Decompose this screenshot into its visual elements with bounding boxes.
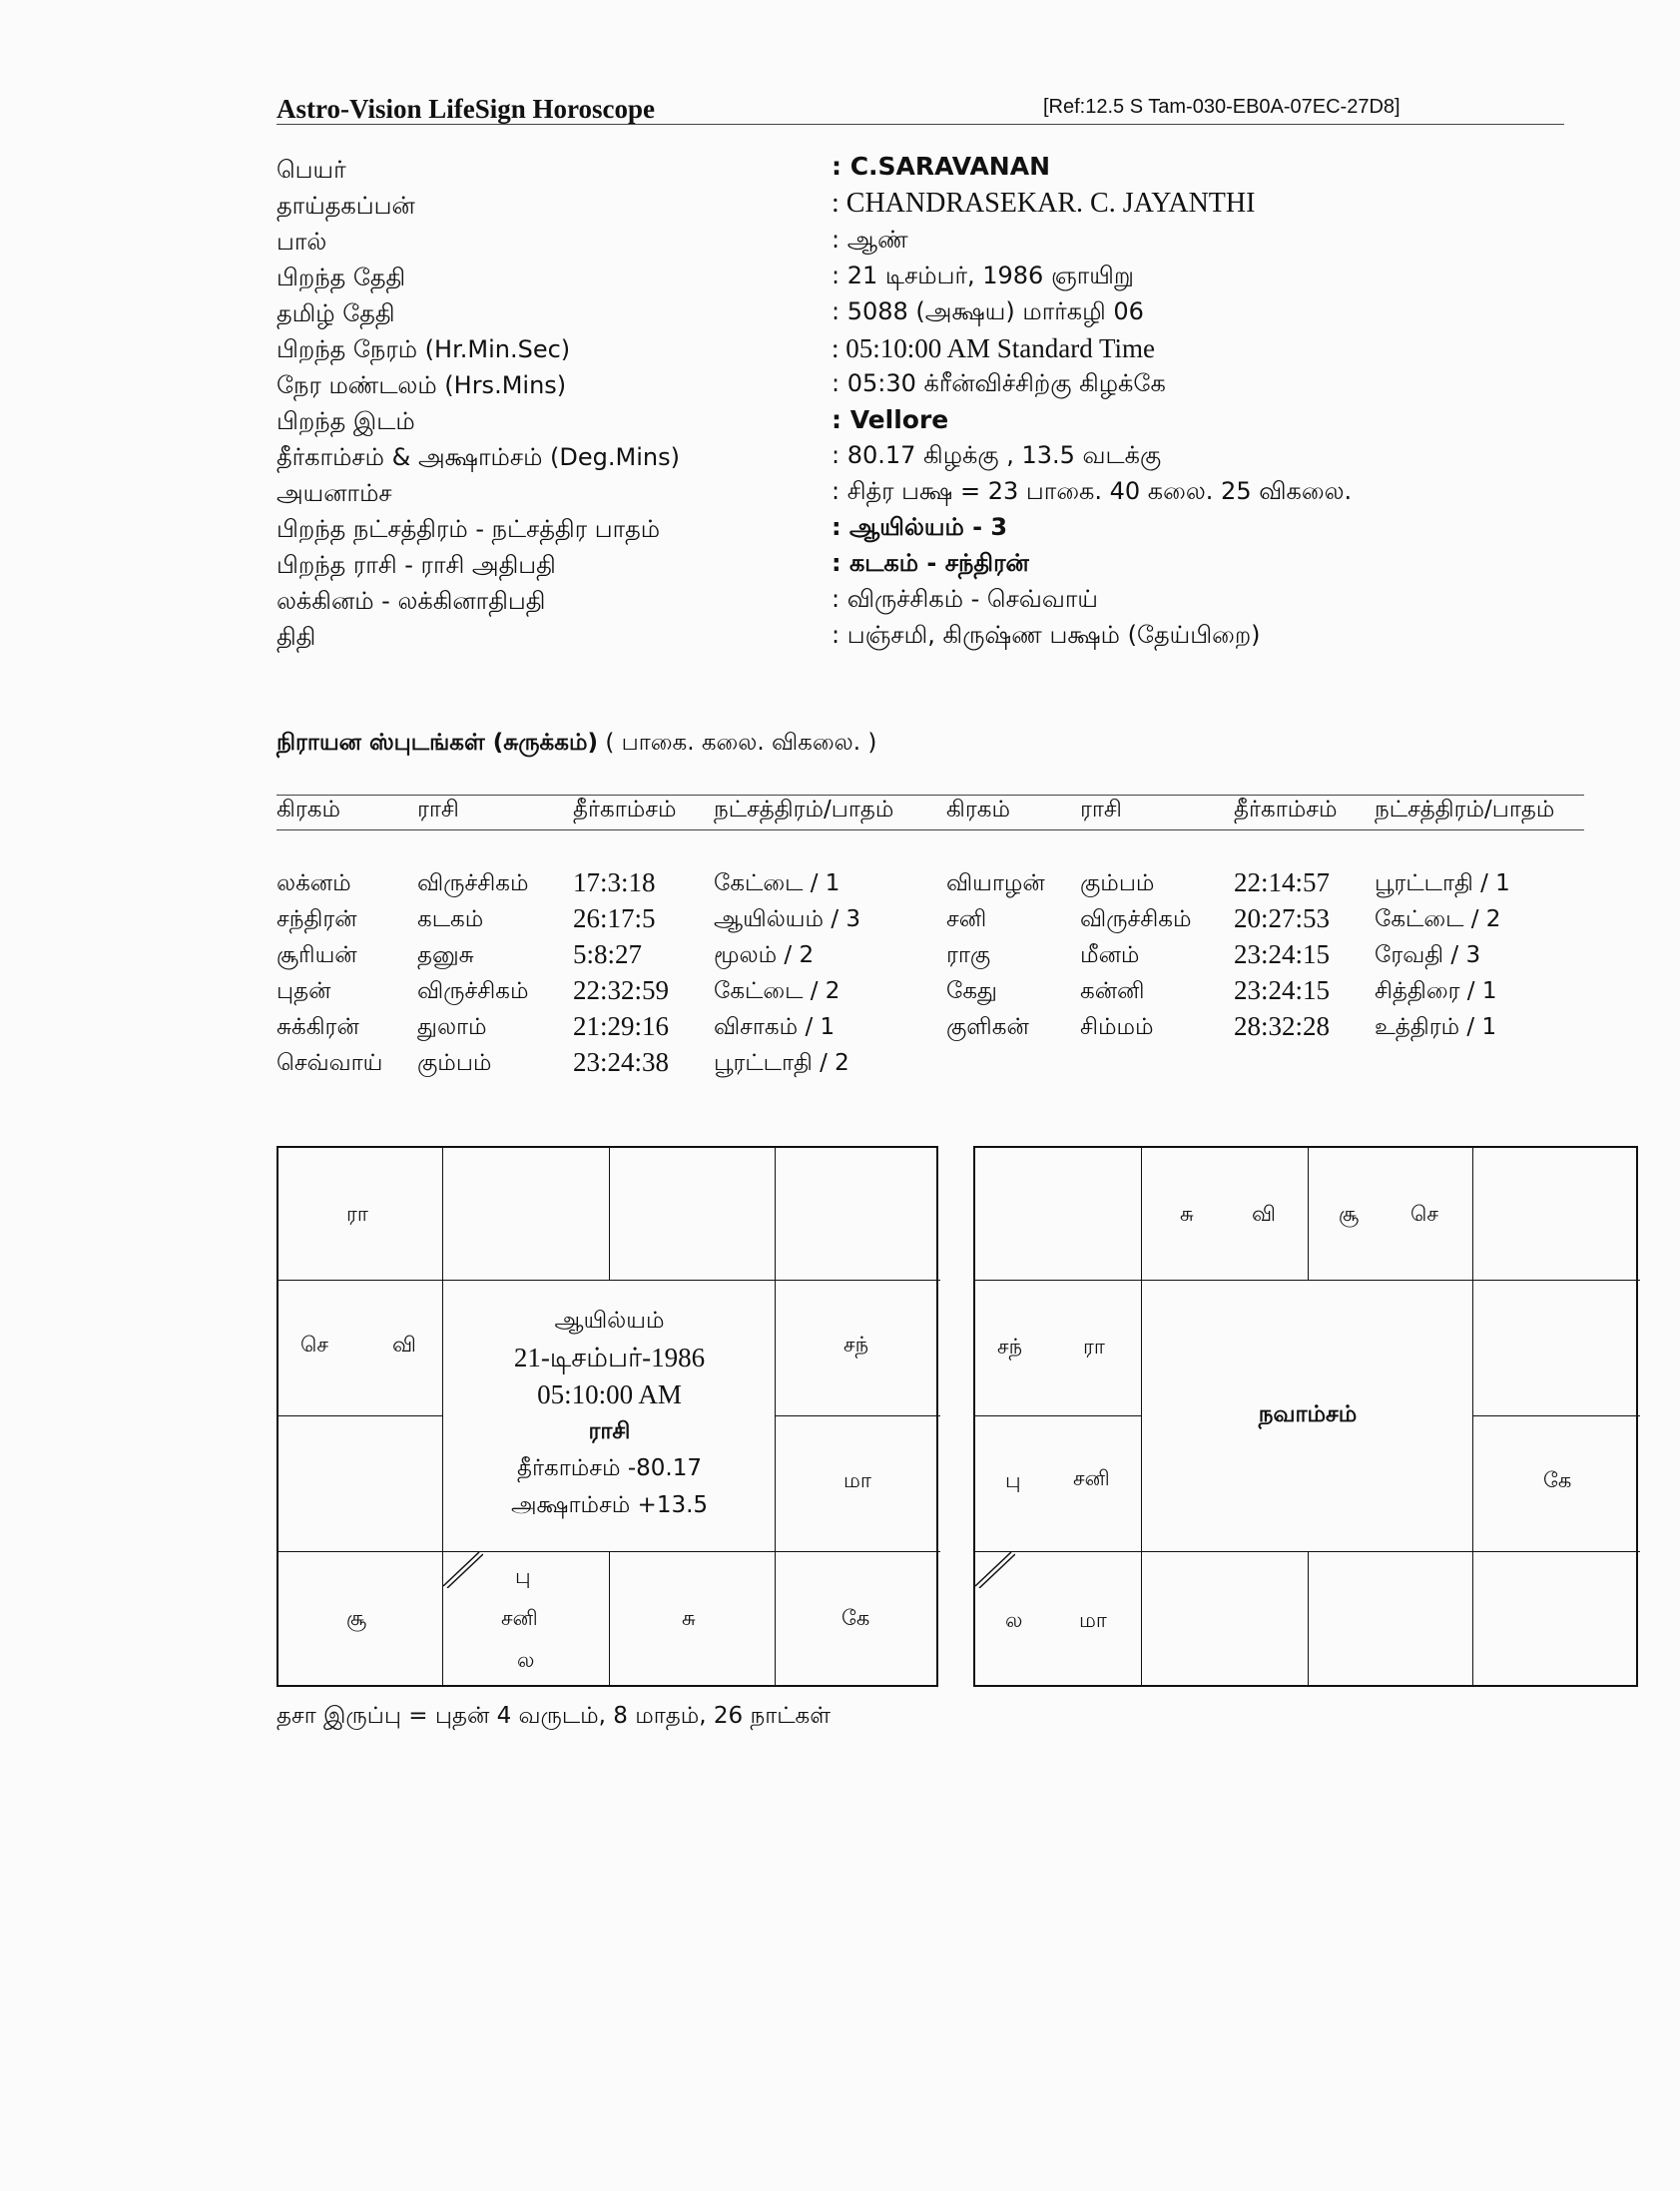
- planet-name: கேது: [946, 978, 997, 1004]
- rasi-house-sagittarius: [279, 1552, 443, 1685]
- rasi-house-aries: [443, 1148, 610, 1281]
- house-planet: ரா: [1083, 1335, 1105, 1359]
- document-title: Astro-Vision LifeSign Horoscope: [277, 94, 656, 124]
- detail-label-gender: பால்: [277, 228, 327, 256]
- planet-longitude: 21:29:16: [573, 1011, 670, 1041]
- detail-value-birth-time: : 05:10:00 AM Standard Time: [832, 333, 1156, 363]
- planet-rasi: கும்பம்: [417, 1050, 492, 1076]
- house-planet: சனி: [1073, 1466, 1110, 1490]
- col-header: நட்சத்திரம்/பாதம்: [714, 797, 894, 822]
- detail-label-ayanamsa: அயனாம்ச: [277, 479, 392, 507]
- center-latitude: அக்ஷாம்சம் +13.5: [510, 1492, 709, 1518]
- house-planet: ல: [1005, 1608, 1023, 1632]
- planet-name: சனி: [946, 906, 987, 932]
- planet-rasi: மீனம்: [1080, 942, 1140, 968]
- house-planet: கே: [1543, 1468, 1572, 1492]
- house-planet: சந்: [997, 1335, 1023, 1359]
- col-header: தீர்காம்சம்: [573, 797, 677, 822]
- detail-label-lagna: லக்கினம் - லக்கினாதிபதி: [277, 587, 546, 615]
- rasi-house-virgo: [776, 1552, 940, 1685]
- detail-value-tamil-date: : 5088 (அக்ஷய) மார்கழி 06: [832, 297, 1144, 325]
- detail-label-tamil-date: தமிழ் தேதி: [277, 299, 395, 327]
- lagna-marker-icon: [443, 1552, 483, 1588]
- rasi-house-scorpio: [443, 1552, 610, 1685]
- detail-value-lagna: : விருச்சிகம் - செவ்வாய்: [832, 585, 1098, 613]
- planet-nakshatra: உத்திரம் / 1: [1375, 1014, 1497, 1040]
- detail-label-birth-time: பிறந்த நேரம் (Hr.Min.Sec): [277, 335, 571, 363]
- planet-nakshatra: சித்திரை / 1: [1375, 978, 1497, 1004]
- navamsa-house-cancer: [1473, 1281, 1640, 1416]
- navamsa-house-scorpio: [1142, 1552, 1309, 1685]
- planet-name: சுக்கிரன்: [277, 1014, 359, 1040]
- rasi-center-info: [443, 1303, 776, 1524]
- planet-name: சந்திரன்: [277, 906, 357, 932]
- house-planet: பு: [1005, 1468, 1021, 1492]
- navamsa-house-aquarius: [975, 1281, 1142, 1416]
- detail-label-time-zone: நேர மண்டலம் (Hrs.Mins): [277, 371, 567, 399]
- planet-nakshatra: கேட்டை / 2: [1375, 906, 1501, 932]
- rasi-house-taurus: [610, 1148, 776, 1281]
- planet-longitude: 28:32:28: [1234, 1011, 1331, 1041]
- rasi-house-pisces: [279, 1148, 443, 1281]
- planet-rasi: தனுசு: [417, 942, 474, 968]
- col-header: ராசி: [417, 797, 459, 822]
- rasi-chart: [277, 1146, 938, 1687]
- col-header: கிரகம்: [946, 797, 1010, 822]
- planet-name: ராகு: [946, 942, 991, 968]
- planet-longitude: 23:24:15: [1234, 975, 1331, 1005]
- sphuta-heading-bold: நிராயன ஸ்புடங்கள் (சுருக்கம்): [277, 730, 598, 756]
- dasa-balance: [277, 1703, 831, 1732]
- house-planet: வி: [1252, 1202, 1276, 1226]
- detail-value-ayanamsa: : சித்ர பக்ஷ = 23 பாகை. 40 கலை. 25 விகலை.: [832, 477, 1353, 505]
- planet-longitude: 17:3:18: [573, 867, 656, 897]
- planet-longitude: 23:24:15: [1234, 939, 1331, 969]
- detail-value-tithi: : பஞ்சமி, கிருஷ்ண பக்ஷம் (தேய்பிறை): [832, 621, 1261, 649]
- planet-rasi: கடகம்: [417, 906, 484, 932]
- detail-label-birth-date: பிறந்த தேதி: [277, 264, 406, 291]
- navamsa-house-sagittarius: [975, 1552, 1142, 1685]
- house-planet: சூ: [1339, 1202, 1360, 1226]
- planet-nakshatra: மூலம் / 2: [714, 942, 815, 968]
- sphuta-heading-units: ( பாகை. கலை. விகலை. ): [605, 730, 877, 756]
- planet-nakshatra: விசாகம் / 1: [714, 1014, 836, 1040]
- detail-value-time-zone: : 05:30 க்ரீன்விச்சிற்கு கிழக்கே: [832, 369, 1166, 397]
- center-time: 05:10:00 AM: [537, 1379, 682, 1409]
- table-top-rule: [277, 795, 1584, 796]
- planet-rasi: கன்னி: [1080, 978, 1145, 1004]
- detail-value-birth-date: : 21 டிசம்பர், 1986 ஞாயிறு: [832, 262, 1134, 289]
- house-planet: மா: [1079, 1608, 1107, 1632]
- detail-label-parents: தாய்தகப்பன்: [277, 192, 415, 220]
- center-date: 21-டிசம்பர்-1986: [513, 1343, 706, 1372]
- house-planet: செ: [1410, 1202, 1438, 1226]
- rasi-house-libra: [610, 1552, 776, 1685]
- center-nakshatra: ஆயில்யம்: [554, 1308, 665, 1334]
- navamsa-house-gemini: [1473, 1148, 1640, 1281]
- header-rule: [277, 124, 1564, 125]
- planet-rasi: சிம்மம்: [1080, 1014, 1154, 1040]
- navamsa-house-leo: [1473, 1416, 1640, 1552]
- planet-nakshatra: கேட்டை / 1: [714, 870, 840, 896]
- detail-label-nakshatra: பிறந்த நட்சத்திரம் - நட்சத்திர பாதம்: [277, 515, 661, 543]
- house-planet: ல: [517, 1648, 535, 1672]
- planet-rasi: கும்பம்: [1080, 870, 1155, 896]
- detail-label-lon-lat: தீர்காம்சம் & அக்ஷாம்சம் (Deg.Mins): [277, 443, 680, 471]
- rasi-house-capricorn: [279, 1416, 443, 1552]
- detail-value-gender: : ஆண்: [832, 226, 908, 254]
- table-header-rule: [277, 829, 1584, 830]
- planet-rasi: விருச்சிகம்: [1080, 906, 1192, 932]
- house-planet: சந்: [843, 1333, 869, 1357]
- detail-value-birth-place: : Vellore: [832, 405, 949, 434]
- planet-name: குளிகன்: [946, 1014, 1029, 1040]
- planet-name: சூரியன்: [277, 942, 357, 968]
- navamsa-house-virgo: [1473, 1552, 1640, 1685]
- navamsa-chart: [973, 1146, 1638, 1687]
- house-planet: சு: [1180, 1202, 1194, 1226]
- col-header: நட்சத்திரம்/பாதம்: [1375, 797, 1555, 822]
- house-planet: வி: [392, 1333, 416, 1357]
- planet-name: செவ்வாய்: [277, 1050, 383, 1076]
- detail-label-name: பெயர்: [277, 156, 346, 184]
- navamsa-house-capricorn: [975, 1416, 1142, 1552]
- dasa-label: தசா இருப்பு: [277, 1703, 401, 1729]
- rasi-house-gemini: [776, 1148, 940, 1281]
- house-planet: சனி: [501, 1606, 538, 1630]
- planet-longitude: 5:8:27: [573, 939, 643, 969]
- navamsa-center-label: நவாம்சம்: [1258, 1401, 1358, 1427]
- planet-longitude: 23:24:38: [573, 1047, 670, 1077]
- house-planet: சு: [682, 1606, 696, 1630]
- detail-value-lon-lat: : 80.17 கிழக்கு , 13.5 வடக்கு: [832, 441, 1162, 469]
- planet-name: லக்னம்: [277, 870, 351, 896]
- rasi-house-aquarius: [279, 1281, 443, 1416]
- navamsa-house-aries: [1142, 1148, 1309, 1281]
- dasa-value: = புதன் 4 வருடம், 8 மாதம், 26 நாட்கள்: [408, 1703, 831, 1729]
- detail-label-birth-place: பிறந்த இடம்: [277, 407, 415, 435]
- navamsa-chart-center: [1142, 1281, 1473, 1552]
- center-longitude: தீர்காம்சம் -80.17: [517, 1455, 702, 1481]
- planet-rasi: துலாம்: [417, 1014, 487, 1040]
- planet-longitude: 26:17:5: [573, 903, 656, 933]
- navamsa-house-taurus: [1309, 1148, 1473, 1281]
- planet-longitude: 20:27:53: [1234, 903, 1331, 933]
- col-header: தீர்காம்சம்: [1234, 797, 1338, 822]
- planet-nakshatra: பூரட்டாதி / 1: [1375, 870, 1510, 896]
- planet-rasi: விருச்சிகம்: [417, 978, 529, 1004]
- rasi-chart-center: [443, 1281, 776, 1552]
- house-planet: செ: [300, 1333, 328, 1357]
- planet-name: புதன்: [277, 978, 331, 1004]
- planet-nakshatra: கேட்டை / 2: [714, 978, 840, 1004]
- detail-label-tithi: திதி: [277, 623, 316, 651]
- planet-longitude: 22:32:59: [573, 975, 670, 1005]
- planet-name: வியாழன்: [946, 870, 1045, 896]
- detail-value-parents: : CHANDRASEKAR. C. JAYANTHI: [832, 188, 1256, 219]
- detail-label-rasi: பிறந்த ராசி - ராசி அதிபதி: [277, 551, 556, 579]
- house-planet: கே: [841, 1606, 870, 1630]
- house-planet: சூ: [346, 1606, 367, 1630]
- house-planet: ரா: [346, 1202, 368, 1226]
- rasi-house-leo: [776, 1416, 940, 1552]
- house-planet: மா: [843, 1468, 871, 1492]
- center-chart-type: ராசி: [588, 1418, 631, 1444]
- detail-value-name: : C.SARAVANAN: [832, 152, 1050, 181]
- planet-nakshatra: பூரட்டாதி / 2: [714, 1050, 849, 1076]
- navamsa-house-pisces: [975, 1148, 1142, 1281]
- planet-rasi: விருச்சிகம்: [417, 870, 529, 896]
- navamsa-house-libra: [1309, 1552, 1473, 1685]
- house-planet: பு: [515, 1564, 531, 1588]
- detail-value-rasi: : கடகம் - சந்திரன்: [832, 549, 1029, 577]
- planet-nakshatra: ரேவதி / 3: [1375, 942, 1481, 968]
- detail-value-nakshatra: : ஆயில்யம் - 3: [832, 513, 1008, 541]
- sphuta-heading: [277, 730, 876, 759]
- rasi-house-cancer: [776, 1281, 940, 1416]
- col-header: கிரகம்: [277, 797, 340, 822]
- col-header: ராசி: [1080, 797, 1122, 822]
- reference-code: [Ref:12.5 S Tam-030-EB0A-07EC-27D8]: [1043, 96, 1400, 118]
- lagna-marker-icon: [975, 1552, 1015, 1588]
- planet-nakshatra: ஆயில்யம் / 3: [714, 906, 861, 932]
- planet-longitude: 22:14:57: [1234, 867, 1331, 897]
